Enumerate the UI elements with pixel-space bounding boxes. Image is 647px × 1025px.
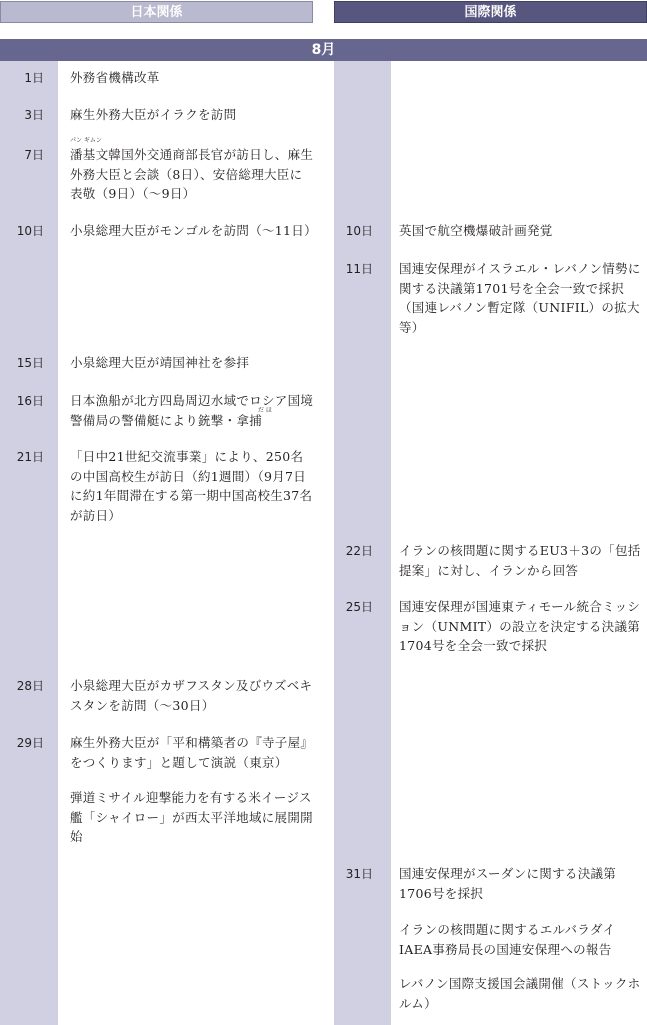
international-event-date: 10日 [345,224,373,238]
international-event-text: イランの核問題に関するエルバラダイIAEA事務局長の国連安保理への報告 [399,922,616,957]
japan-event-date: 3日 [24,108,44,122]
japan-event-date: 15日 [16,356,44,370]
japan-event-date: 10日 [16,224,44,238]
month-heading: 8月 [0,39,647,61]
international-event-text: 国連安保理がスーダンに関する決議第1706号を採択 [399,866,617,901]
japan-column-header: 日本関係 [0,1,313,23]
international-event-date: 11日 [345,262,373,276]
japan-event-text: 小泉総理大臣がカザフスタン及びウズベキスタンを訪問（～30日） [70,678,313,713]
japan-event-text: 弾道ミサイル迎撃能力を有する米イージス艦「シャイロー」が西太平洋地域に展開開始 [70,790,313,844]
japan-event-date: 7日 [24,148,44,162]
international-event-date: 25日 [345,600,373,614]
japan-event-date: 29日 [16,736,44,750]
japan-event-date: 28日 [16,679,44,693]
ruby-annotation: パン ギムン [70,137,102,144]
international-event-date: 22日 [345,544,373,558]
japan-event-text: 麻生外務大臣がイラクを訪問 [70,107,237,122]
international-event-date: 31日 [345,867,373,881]
japan-event-text: 潘基文韓国外交通商部長官が訪日し、麻生外務大臣と会談（8日）、安倍総理大臣に表敬（9日）（～9日） [70,147,314,201]
international-event-text: イランの核問題に関するEU3＋3の「包括提案」に対し、イランから回答 [399,543,641,578]
japan-event-date: 16日 [16,394,44,408]
japan-event-text: 小泉総理大臣がモンゴルを訪問（～11日） [70,223,317,238]
japan-event-date: 21日 [16,450,44,464]
japan-event-text: 小泉総理大臣が靖国神社を参拝 [70,355,250,370]
international-event-text: 国連安保理がイスラエル・レバノン情勢に関する決議第1701号を全会一致で採択（国連レバノン暫定隊（UNIFIL）の拡大等） [399,261,641,335]
japan-date-column [0,61,58,1025]
japan-event-text: 麻生外務大臣が「平和構築者の『寺子屋』をつくります」と題して演説（東京） [70,735,314,770]
international-column-header: 国際関係 [334,1,647,23]
international-event-text: 国連安保理が国連東ティモール統合ミッション（UNMIT）の設立を決定する決議第1704号を全会一致で採択 [399,599,641,653]
japan-event-date: 1日 [24,71,44,85]
japan-event-text: 「日中21世紀交流事業」により、250名の中国高校生が訪日（約1週間）（9月7日に約1年間滞在する第一期中国高校生37名が訪日） [70,449,313,523]
japan-event-text: 日本漁船が北方四島周辺水域でロシア国境警備局の警備艇により銃撃・拿捕 [70,393,314,428]
international-event-text: 英国で航空機爆破計画発覚 [399,223,553,238]
international-event-text: レバノン国際支援国会議開催（ストックホルム） [399,976,641,1011]
ruby-annotation: だ ほ [258,407,272,414]
japan-event-text: 外務省機構改革 [70,70,160,85]
